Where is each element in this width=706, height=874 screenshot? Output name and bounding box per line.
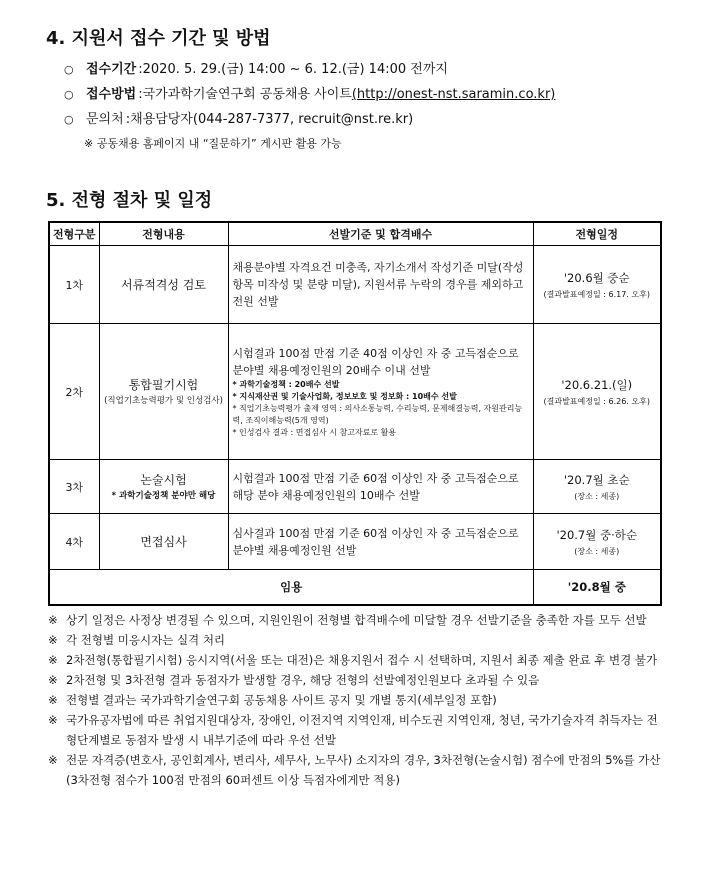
list-item — [48, 690, 662, 710]
date-cell — [533, 246, 661, 324]
note-mark: ※ — [48, 613, 58, 627]
date-text: '20.7월 중·하순 — [556, 527, 637, 542]
note-text: 2차전형(통합필기시험) 응시지역(서울 또는 대전)은 채용지원서 접수 시 선택하며, 지원서 최종 제출 완료 후 변경 불가 — [66, 653, 658, 667]
bullet-mark: ○ — [64, 88, 74, 101]
schedule-table — [48, 221, 662, 606]
list-item — [48, 750, 662, 790]
header-content: 전형내용 — [99, 222, 228, 246]
content-cell — [99, 324, 228, 460]
bullet-label: 접수기간 — [86, 62, 137, 77]
list-item — [48, 710, 662, 750]
note-mark: ※ — [48, 673, 58, 687]
final-row — [49, 570, 661, 606]
bullet-separator: : — [125, 112, 131, 127]
note-text: 국가유공자법에 따른 취업지원대상자, 장애인, 이전지역 지역인재, 비수도권 지역인재, 청년, 국가기술자격 취득자는 전형단계별로 동점자 발생 시 내부기준에 따라 우선 선발 — [66, 713, 658, 747]
criteria-cell — [228, 324, 533, 460]
criteria-text: 시험결과 100점 만점 기준 40점 이상인 자 중 고득점순으로 분야별 채용예정인원의 20배수 이내 선발 — [232, 346, 519, 377]
list-item — [48, 630, 662, 650]
section4-bullets — [64, 58, 684, 155]
note-mark: ※ — [48, 753, 58, 767]
header-stage: 전형구분 — [49, 222, 99, 246]
date-sub: (결과발표예정일 : 6.26. 오후) — [543, 396, 650, 406]
criteria-cell — [228, 460, 533, 514]
date-sub: (장소 : 세종) — [574, 546, 620, 556]
note-text: 각 전형별 미응시자는 실격 처리 — [66, 633, 226, 647]
section5-title: 5. 전형 절차 및 일정 — [46, 190, 213, 211]
table-header-row — [49, 222, 661, 246]
content-sub: * 과학기술정책 분야만 해당 — [111, 491, 216, 501]
stage-cell: 4차 — [49, 514, 99, 570]
header-date: 전형일정 — [533, 222, 661, 246]
note-mark: ※ — [48, 633, 58, 647]
list-item — [48, 670, 662, 690]
criteria-text: 심사결과 100점 만점 기준 60점 이상인 자 중 고득점순으로 분야별 채용예정인원 선발 — [232, 526, 519, 557]
date-sub: (장소 : 세종) — [574, 491, 620, 501]
bullet-separator: : — [138, 87, 143, 102]
list-item — [48, 610, 662, 630]
criteria-text: 채용분야별 자격요건 미충족, 자기소개서 작성기준 미달(작성항목 미작성 및 분량 미달), 지원서류 누락의 경우를 제외하고 전원 선발 — [232, 261, 524, 308]
stage-cell: 3차 — [49, 460, 99, 514]
note-text: 2차전형 및 3차전형 결과 동점자가 발생할 경우, 해당 전형의 선발예정인원보다 초과될 수 있음 — [66, 673, 540, 687]
criteria-note: * 지식재산권 및 기술사업화, 정보보호 및 정보화 : 10배수 선발 — [232, 391, 457, 401]
bullet-period — [64, 58, 684, 83]
bullet-contact — [64, 108, 684, 133]
content-name: 면접심사 — [140, 535, 187, 549]
table-row — [49, 324, 661, 460]
date-text: '20.6월 중순 — [563, 270, 630, 285]
criteria-note: * 과학기술정책 : 20배수 선발 — [232, 379, 340, 389]
bullet-value: 채용담당자(044-287-7377, recruit@nst.re.kr) — [130, 112, 414, 127]
bullet-value: 국가과학기술연구회 공동채용 사이트 — [142, 87, 352, 102]
criteria-text: 시험결과 100점 만점 기준 60점 이상인 자 중 고득점순으로 해당 분야 채용예정인원의 10배수 선발 — [232, 471, 519, 502]
list-item — [48, 650, 662, 670]
note-text: 상기 일정은 사정상 변경될 수 있으며, 지원인원이 전형별 합격배수에 미달할 경우 선발기준을 충족한 자를 모두 선발 — [66, 613, 647, 627]
section4-title: 4. 지원서 접수 기간 및 방법 — [46, 28, 271, 49]
stage-cell: 2차 — [49, 324, 99, 460]
content-name: 서류적격성 검토 — [121, 278, 206, 292]
content-cell — [99, 514, 228, 570]
bullet-separator: : — [138, 62, 143, 77]
stage-cell: 1차 — [49, 246, 99, 324]
criteria-cell — [228, 246, 533, 324]
content-cell — [99, 460, 228, 514]
date-text: '20.6.21.(일) — [561, 377, 633, 392]
bullet-method — [64, 83, 684, 108]
bullet-mark: ○ — [64, 113, 74, 126]
criteria-note: * 직업기초능력평가 출제 영역 : 의사소통능력, 수리능력, 문제해결능력, 자원관리능력, 조직이해능력(5개 영역) — [232, 403, 523, 425]
note-text: 전형별 결과는 국가과학기술연구회 공동채용 사이트 공지 및 개별 통지(세부일정 포함) — [66, 693, 497, 707]
content-name: 통합필기시험 — [128, 378, 199, 392]
date-text: '20.7월 초순 — [563, 472, 630, 487]
bullet-value: 2020. 5. 29.(금) 14:00 ~ 6. 12.(금) 14:00 전까지 — [142, 62, 448, 77]
final-label: 임용 — [49, 570, 533, 606]
date-cell — [533, 460, 661, 514]
section4-note: ※ 공동채용 홈페이지 내 “질문하기” 게시판 활용 가능 — [84, 137, 342, 150]
bullet-label: 문의처 — [86, 112, 124, 127]
note-text: 전문 자격증(변호사, 공인회계사, 변리사, 세무사, 노무사) 소지자의 경우, 3차전형(논술시험) 점수에 만점의 5%를 가산(3차전형 점수가 100점 만점의 60퍼센트 이상 득점자에게만 적용) — [66, 753, 661, 787]
final-date: '20.8월 중 — [533, 570, 661, 606]
bullet-label: 접수방법 — [86, 87, 137, 102]
bullet-mark: ○ — [64, 63, 74, 76]
criteria-cell — [228, 514, 533, 570]
content-name: 논술시험 — [140, 473, 187, 487]
criteria-note: * 인성검사 결과 : 면접심사 시 참고자료로 활용 — [232, 427, 397, 437]
notes-list — [48, 610, 662, 790]
note-mark: ※ — [48, 653, 58, 667]
content-cell — [99, 246, 228, 324]
header-criteria: 선발기준 및 합격배수 — [228, 222, 533, 246]
note-mark: ※ — [48, 713, 58, 727]
table-row — [49, 246, 661, 324]
note-mark: ※ — [48, 693, 58, 707]
date-cell — [533, 324, 661, 460]
recruit-site-link[interactable]: (http://onest-nst.saramin.co.kr) — [351, 87, 556, 102]
table-row — [49, 460, 661, 514]
table-row — [49, 514, 661, 570]
date-sub: (결과발표예정일 : 6.17. 오후) — [543, 289, 650, 299]
date-cell — [533, 514, 661, 570]
content-sub: (직업기초능력평가 및 인성검사) — [104, 396, 223, 406]
